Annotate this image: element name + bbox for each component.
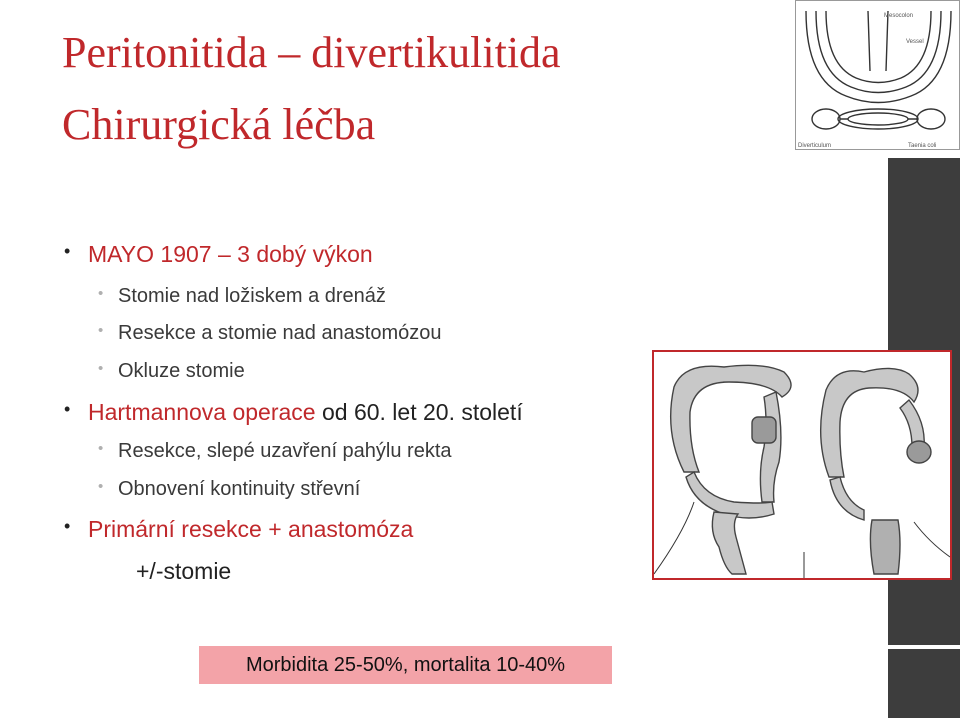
strip-divider — [888, 645, 960, 649]
sub-bullet-dot-icon: • — [98, 322, 104, 339]
bullet-primary-resection — [64, 516, 414, 543]
bullet-dot-icon: • — [64, 241, 71, 261]
morbidity-mortality-banner: Morbidita 25-50%, mortalita 10-40% — [199, 646, 612, 684]
bullet-primary-text: Primární resekce + anastomóza — [88, 516, 414, 542]
sub-bullet-text: Resekce, slepé uzavření pahýlu rekta — [118, 440, 452, 462]
bullet-hartmann — [64, 399, 523, 426]
bullet-mayo — [64, 241, 373, 268]
figure-label-taenia-coli: Taenia coli — [908, 143, 937, 149]
sub-bullet-dot-icon: • — [98, 440, 104, 457]
diverticulum-diagram — [795, 0, 960, 150]
sub-bullet-text: Resekce a stomie nad anastomózou — [118, 322, 442, 344]
figure-label-vessel: Vessel — [906, 39, 924, 45]
sub-bullet-2 — [98, 322, 442, 345]
sub-bullet-dot-icon: • — [98, 360, 104, 377]
sub-bullet-dot-icon: • — [98, 285, 104, 302]
bullet-mayo-text: MAYO 1907 – 3 dobý výkon — [88, 241, 373, 267]
sub-bullet-text: Obnovení kontinuity střevní — [118, 478, 361, 500]
colon-surgery-illustration — [652, 350, 952, 580]
sub-bullet-5 — [98, 478, 361, 501]
slide-title-line-1: Peritonitida – divertikulitida — [62, 28, 561, 77]
sub-bullet-4 — [98, 440, 452, 463]
sub-bullet-1 — [98, 285, 386, 308]
bullet-primary-continuation: +/-stomie — [136, 558, 232, 584]
slide-title-line-2: Chirurgická léčba — [62, 100, 376, 149]
sub-bullet-text: Okluze stomie — [118, 360, 245, 382]
figure-label-diverticulum: Diverticulum — [798, 143, 832, 149]
bullet-dot-icon: • — [64, 516, 71, 536]
bullet-hartmann-rest: od 60. let 20. století — [315, 399, 523, 425]
bullet-dot-icon: • — [64, 399, 71, 419]
sub-bullet-dot-icon: • — [98, 478, 104, 495]
sub-bullet-3 — [98, 360, 245, 383]
sub-bullet-text: Stomie nad ložiskem a drenáž — [118, 285, 386, 307]
figure-label-mesocolon: Mesocolon — [884, 13, 914, 19]
bullet-hartmann-red: Hartmannova operace — [88, 399, 316, 425]
